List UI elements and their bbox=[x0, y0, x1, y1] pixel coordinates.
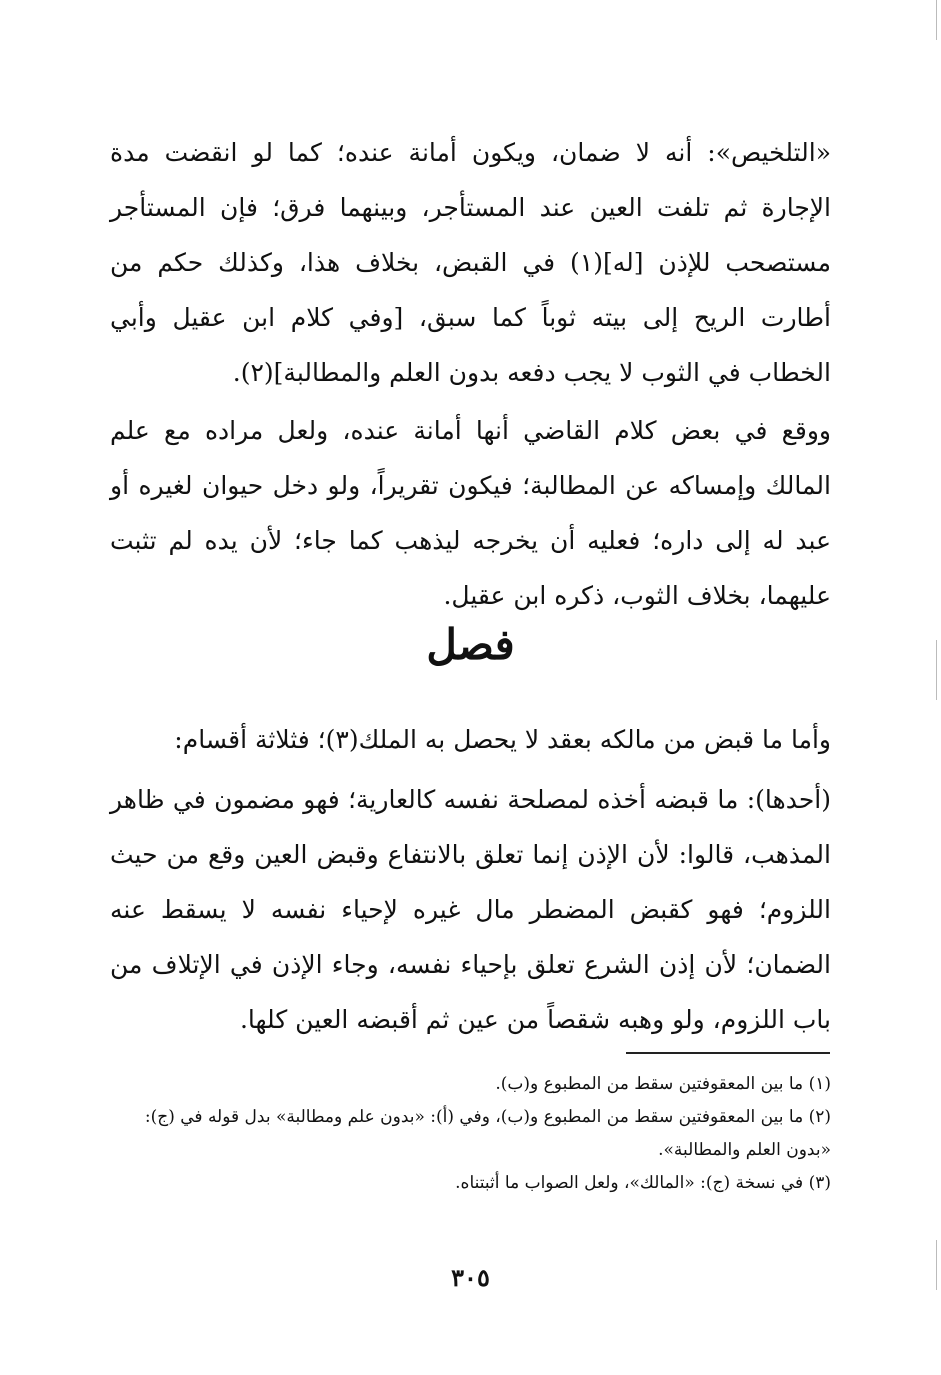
paragraph-text: (أحدها): ما قبضه أخذه لمصلحة نفسه كالعارية؛ فهو مضمون في ظاهر المذهب، قالوا: لأن الإذن إنما تعلق بالانتفاع وقبض العين وقع من حيث اللزوم؛ فهو كقبض المضطر مال غيره لإحياء نفسه لا يسقط عنه الضمان؛ لأن إذن الشرع تعلق بإحياء نفسه، وجاء الإذن في الإتلاف من باب اللزوم، ولو وهبه شقصاً من عين ثم أقبضه العين كلها. bbox=[110, 785, 831, 1034]
body-paragraph-2 bbox=[110, 403, 831, 623]
footnote-2: (٢) ما بين المعقوفتين سقط من المطبوع و(ب)، وفي (أ): «بدون علم ومطالبة» بدل قوله في (ج): «بدون العلم والمطالبة». bbox=[144, 1107, 831, 1160]
footnote-3: (٣) في نسخة (ج): «المالك»، ولعل الصواب ما أثبتناه. bbox=[455, 1173, 831, 1193]
paragraph-text: وأما ما قبض من مالكه بعقد لا يحصل به الملك(٣)؛ فثلاثة أقسام: bbox=[174, 725, 831, 754]
footnote-separator bbox=[626, 1052, 830, 1054]
footnotes bbox=[110, 1068, 831, 1200]
body-paragraph-4 bbox=[110, 772, 831, 1047]
footnote-1: (١) ما بين المعقوفتين سقط من المطبوع و(ب). bbox=[495, 1074, 831, 1094]
page-number: ٣٠٥ bbox=[451, 1263, 490, 1292]
body-paragraph-1 bbox=[110, 125, 831, 400]
paragraph-text: «التلخيص»: أنه لا ضمان، ويكون أمانة عنده؛ كما لو انقضت مدة الإجارة ثم تلفت العين عند المستأجر، وبينهما فرق؛ فإن المستأجر مستصحب للإذن [له](١) في القبض، بخلاف هذا، وكذلك حكم من أطارت الريح إلى بيته ثوباً كما سبق، [وفي كلام ابن عقيل وأبي الخطاب في الثوب لا يجب دفعه بدون العلم والمطالبة](٢). bbox=[110, 138, 831, 387]
scan-edge-mark bbox=[936, 0, 937, 40]
section-heading: فصل bbox=[426, 620, 515, 669]
paragraph-text: ووقع في بعض كلام القاضي أنها أمانة عنده، ولعل مراده مع علم المالك وإمساكه عن المطالبة؛ فيكون تقريراً، ولو دخل حيوان لغيره أو عبد له إلى داره؛ فعليه أن يخرجه ليذهب كما جاء؛ لأن يده لم تثبت عليهما، بخلاف الثوب، ذكره ابن عقيل. bbox=[110, 416, 831, 610]
body-paragraph-3 bbox=[110, 712, 831, 767]
